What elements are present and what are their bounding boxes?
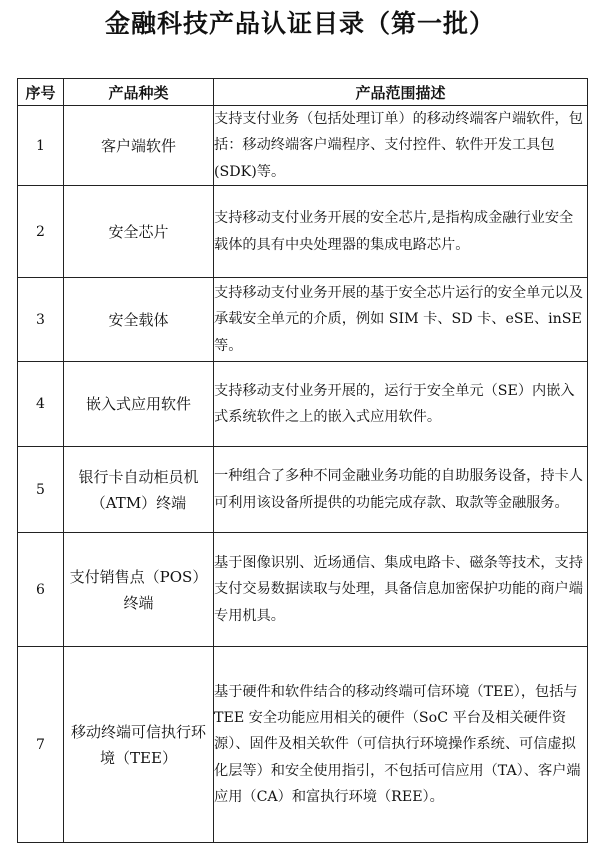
- table-row: [18, 647, 588, 843]
- product-type: 移动终端可信执行环境（TEE）: [64, 647, 214, 843]
- product-type: 安全载体: [64, 278, 214, 362]
- product-scope: 基于硬件和软件结合的移动终端可信环境（TEE），包括与 TEE 安全功能应用相关的硬件（SoC 平台及相关硬件资源）、固件及相关软件（可信执行环境操作系统、可信虚拟化层等）和安全使用指引，不包括可信应用（TA）、客户端应用（CA）和富执行环境（REE）。: [214, 647, 588, 843]
- table-row: [18, 533, 588, 647]
- row-number: 4: [18, 362, 64, 447]
- header-type: 产品种类: [64, 79, 214, 106]
- row-number: 5: [18, 447, 64, 533]
- header-scope: 产品范围描述: [214, 79, 588, 106]
- row-number: 7: [18, 647, 64, 843]
- table-row: [18, 447, 588, 533]
- product-scope: 支持移动支付业务开展的，运行于安全单元（SE）内嵌入式系统软件之上的嵌入式应用软件。: [214, 362, 588, 447]
- product-scope: 支持移动支付业务开展的基于安全芯片运行的安全单元以及承载安全单元的介质，例如 SIM 卡、SD 卡、eSE、inSE 等。: [214, 278, 588, 362]
- product-type: 银行卡自动柜员机（ATM）终端: [64, 447, 214, 533]
- row-number: 2: [18, 186, 64, 278]
- table-row: [18, 106, 588, 186]
- table-row: [18, 362, 588, 447]
- product-scope: 支持支付业务（包括处理订单）的移动终端客户端软件，包括：移动终端客户端程序、支付控件、软件开发工具包(SDK)等。: [214, 106, 588, 186]
- table-row: [18, 278, 588, 362]
- row-number: 6: [18, 533, 64, 647]
- product-scope: 支持移动支付业务开展的安全芯片,是指构成金融行业安全载体的具有中央处理器的集成电路芯片。: [214, 186, 588, 278]
- product-scope: 一种组合了多种不同金融业务功能的自助服务设备，持卡人可利用该设备所提供的功能完成存款、取款等金融服务。: [214, 447, 588, 533]
- catalog-table: [17, 78, 588, 843]
- product-type: 嵌入式应用软件: [64, 362, 214, 447]
- table-row: [18, 186, 588, 278]
- product-scope: 基于图像识别、近场通信、集成电路卡、磁条等技术，支持支付交易数据读取与处理，具备信息加密保护功能的商户端专用机具。: [214, 533, 588, 647]
- row-number: 1: [18, 106, 64, 186]
- product-type: 支付销售点（POS）终端: [64, 533, 214, 647]
- header-no: 序号: [18, 79, 64, 106]
- product-type: 客户端软件: [64, 106, 214, 186]
- header-row: [18, 79, 588, 106]
- page-title: 金融科技产品认证目录（第一批）: [104, 9, 495, 38]
- product-type: 安全芯片: [64, 186, 214, 278]
- row-number: 3: [18, 278, 64, 362]
